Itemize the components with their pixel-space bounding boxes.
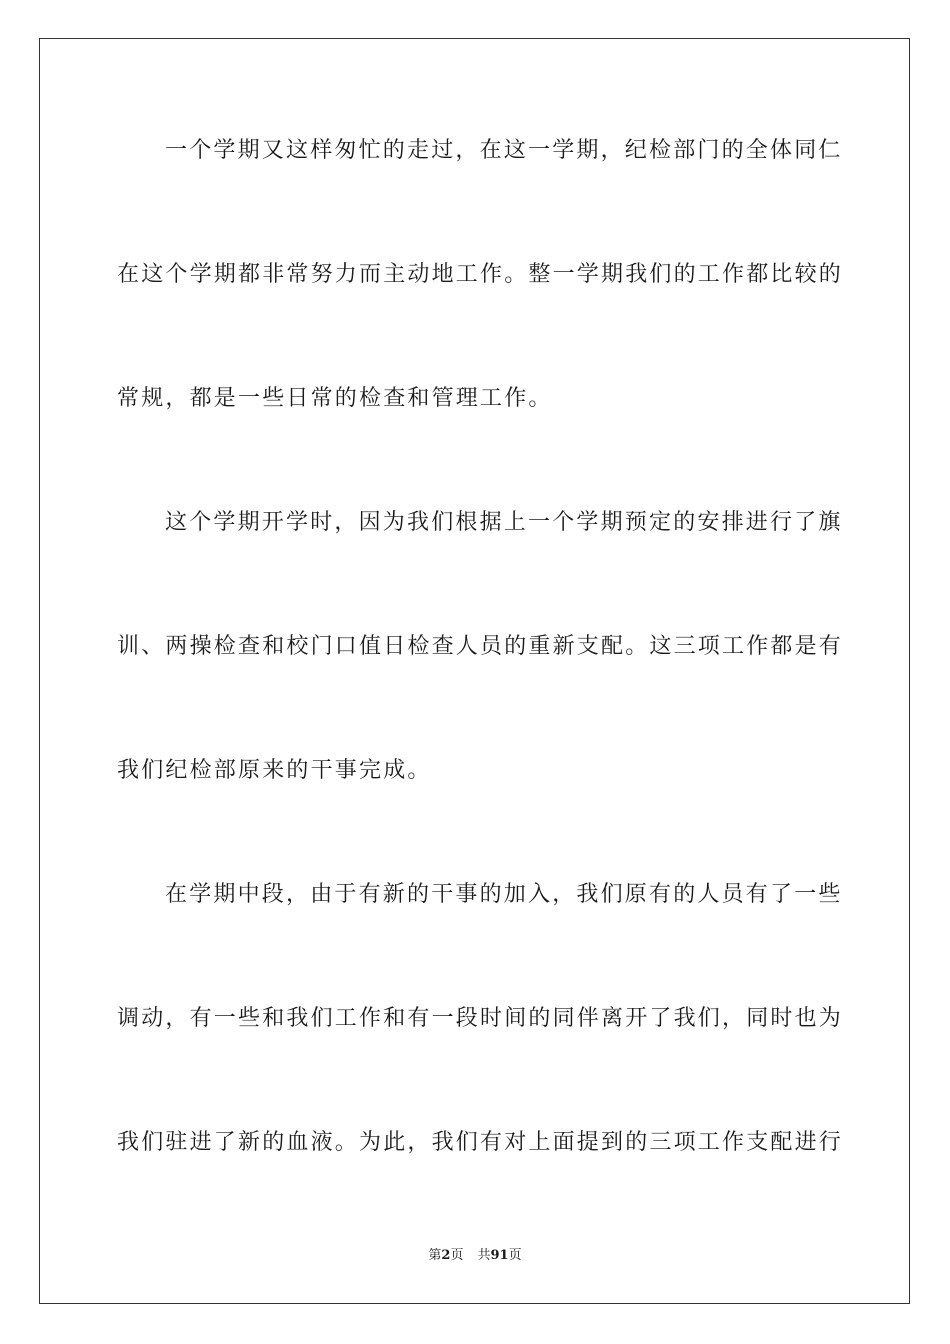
paragraph-3-line-2: 调动，有一些和我们工作和有一段时间的同伴离开了我们，同时也为: [117, 1006, 844, 1031]
paragraph-2-line-2: 训、两操检查和校门口值日检查人员的重新支配。这三项工作都是有: [117, 634, 844, 659]
total-prefix: 共: [477, 1248, 491, 1263]
page-suffix: 页: [450, 1248, 464, 1263]
paragraph-3-line-3: 我们驻进了新的血液。为此，我们有对上面提到的三项工作支配进行: [117, 1130, 844, 1155]
paragraph-1-line-2: 在这个学期都非常努力而主动地工作。整一学期我们的工作都比较的: [117, 262, 844, 287]
total-pages: 91: [490, 1248, 509, 1263]
page-number: 2: [441, 1248, 451, 1263]
page-footer: [0, 1248, 950, 1264]
paragraph-1-line-1: 一个学期又这样匆忙的走过，在这一学期，纪检部门的全体同仁: [165, 138, 843, 163]
paragraph-2-line-3: 我们纪检部原来的干事完成。: [117, 758, 432, 783]
paragraph-3-line-1: 在学期中段，由于有新的干事的加入，我们原有的人员有了一些: [165, 882, 843, 907]
paragraph-1-line-3: 常规，都是一些日常的检查和管理工作。: [117, 386, 553, 411]
page-prefix: 第: [428, 1248, 442, 1263]
page-border: [39, 38, 910, 1304]
total-suffix: 页: [508, 1248, 522, 1263]
paragraph-2-line-1: 这个学期开学时，因为我们根据上一个学期预定的安排进行了旗: [165, 510, 843, 535]
